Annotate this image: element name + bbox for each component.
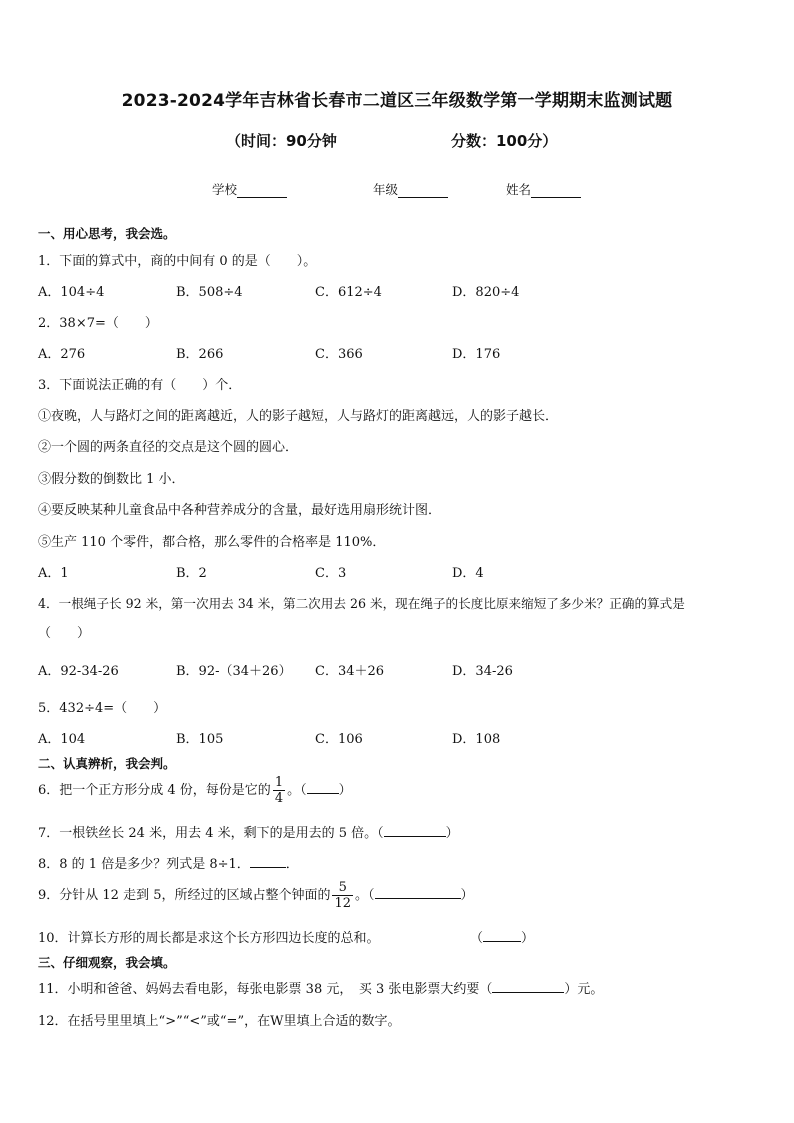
q9-fraction: [332, 880, 353, 911]
q10-answer: [470, 927, 534, 946]
exam-score: 分数：100分）: [451, 132, 558, 150]
section-2-heading: 二、认真辨析，我会判。: [38, 756, 176, 771]
q3-option-a[interactable]: A．1: [38, 566, 69, 581]
q4-option-c[interactable]: C．34＋26: [315, 664, 385, 679]
q6-fraction: [273, 775, 285, 806]
q9-text-end: ）: [460, 888, 474, 903]
q4-option-b[interactable]: B．92-（34＋26）: [176, 664, 292, 679]
q8-text-end: ．: [285, 857, 299, 872]
q9-numerator: 5: [332, 880, 353, 896]
question-10: 10．计算长方形的周长都是求这个长方形四边长度的总和。: [38, 931, 380, 946]
q9-answer-blank[interactable]: [375, 885, 461, 899]
section-1-heading: 一、用心思考，我会选。: [38, 226, 176, 241]
q6-denominator: 4: [274, 791, 284, 806]
q4-option-a[interactable]: A．92-34-26: [38, 664, 119, 679]
q1-option-c[interactable]: C．612÷4: [315, 285, 382, 300]
school-blank[interactable]: [237, 183, 287, 198]
q7-text-end: ）: [445, 826, 459, 841]
section-3-heading: 三、仔细观察，我会填。: [38, 955, 176, 970]
q5-option-b[interactable]: B．105: [176, 732, 224, 747]
q6-numerator: 1: [274, 775, 284, 790]
question-3: 3．下面说法正确的有（ ）个．: [38, 378, 242, 393]
q3-option-c[interactable]: C．3: [315, 566, 347, 581]
q5-option-d[interactable]: D．108: [452, 732, 501, 747]
q7-text: 7．一根铁丝长 24 米，用去 4 米，剩下的是用去的 5 倍。（: [38, 826, 384, 841]
q3-statement-4: ④要反映某种儿童食品中各种营养成分的含量，最好选用扇形统计图．: [38, 503, 442, 518]
q3-statement-2: ②一个圆的两条直径的交点是这个圆的圆心．: [38, 440, 299, 455]
q2-option-b[interactable]: B．266: [176, 347, 224, 362]
question-9: [38, 880, 474, 911]
q8-text: 8．8 的 1 倍是多少？列式是 8÷1．: [38, 857, 250, 872]
q9-text: 9．分针从 12 走到 5，所经过的区域占整个钟面的: [38, 888, 331, 903]
school-field: [212, 180, 287, 198]
q10-open-paren: （: [470, 931, 484, 946]
q7-answer-blank[interactable]: [384, 823, 446, 837]
q3-statement-3: ③假分数的倒数比 1 小．: [38, 472, 185, 487]
question-8: [38, 853, 299, 872]
q9-text-after: 。（: [355, 888, 375, 903]
q2-option-c[interactable]: C．366: [315, 347, 363, 362]
q9-denominator: 12: [334, 896, 352, 911]
q3-statement-1: ①夜晚，人与路灯之间的距离越近，人的影子越短，人与路灯的距离越远，人的影子越长．: [38, 409, 559, 424]
q10-close-paren: ）: [521, 931, 535, 946]
school-label: 学校: [212, 182, 238, 197]
q6-text-end: ）: [338, 783, 352, 798]
q2-option-d[interactable]: D．176: [452, 347, 501, 362]
q6-answer-blank[interactable]: [307, 780, 339, 794]
question-4: 4．一根绳子长 92 米，第一次用去 34 米，第二次用去 26 米，现在绳子的长度比原来缩短了多少米？正确的算式是: [38, 596, 685, 611]
grade-label: 年级: [373, 182, 399, 197]
q1-option-d[interactable]: D．820÷4: [452, 285, 520, 300]
q11-text: 11．小明和爸爸、妈妈去看电影，每张电影票 38 元， 买 3 张电影票大约要（: [38, 982, 493, 997]
name-blank[interactable]: [531, 183, 581, 198]
q2-option-a[interactable]: A．276: [38, 347, 86, 362]
q5-option-a[interactable]: A．104: [38, 732, 86, 747]
question-5: 5．432÷4=（ ）: [38, 701, 167, 716]
q4-answer-paren: （ ）: [38, 626, 91, 641]
question-6: [38, 775, 352, 806]
q6-text-after: 。（: [287, 783, 307, 798]
question-2: 2．38×7=（ ）: [38, 316, 158, 331]
q3-statement-5: ⑤生产 110 个零件，都合格，那么零件的合格率是 110%．: [38, 535, 386, 550]
exam-time: （时间：90分钟: [226, 132, 337, 150]
question-1: 1．下面的算式中，商的中间有 0 的是（ ）。: [38, 254, 317, 269]
question-12: 12．在括号里里填上“>”“<”或“=”，在W里填上合适的数字。: [38, 1014, 401, 1029]
q11-text-end: ）元。: [564, 982, 604, 997]
grade-field: [373, 180, 448, 198]
q5-option-c[interactable]: C．106: [315, 732, 363, 747]
name-field: [506, 180, 581, 198]
grade-blank[interactable]: [398, 183, 448, 198]
exam-title: 2023-2024学年吉林省长春市二道区三年级数学第一学期期末监测试题: [121, 91, 673, 111]
q6-text: 6．把一个正方形分成 4 份，每份是它的: [38, 783, 271, 798]
q3-option-d[interactable]: D．4: [452, 566, 484, 581]
question-7: [38, 822, 459, 841]
name-label: 姓名: [506, 182, 532, 197]
q8-answer-blank[interactable]: [250, 854, 286, 868]
question-11: [38, 978, 603, 997]
q10-answer-blank[interactable]: [483, 928, 521, 942]
q3-option-b[interactable]: B．2: [176, 566, 207, 581]
q4-option-d[interactable]: D．34-26: [452, 664, 513, 679]
q1-option-a[interactable]: A．104÷4: [38, 285, 105, 300]
q11-answer-blank[interactable]: [492, 979, 564, 993]
q1-option-b[interactable]: B．508÷4: [176, 285, 243, 300]
